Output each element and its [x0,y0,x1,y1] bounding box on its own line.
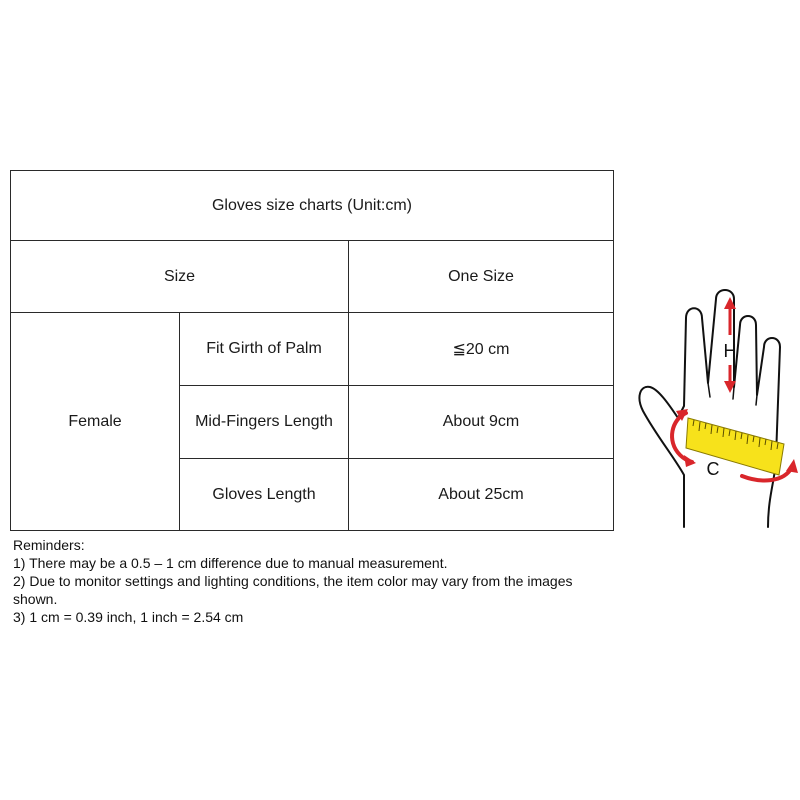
reminders-section [13,536,603,626]
row-label-palm-girth: Fit Girth of Palm [180,313,349,386]
hand-outline [639,290,780,527]
reminder-item: 1) There may be a 0.5 – 1 cm difference due to manual measurement. [13,555,448,571]
row-value-mid-finger: About 9cm [349,386,614,459]
hand-measure-diagram [636,285,800,530]
row-value-palm-girth: ≦20 cm [349,313,614,386]
size-header-value: One Size [349,241,614,313]
reminders-heading: Reminders: [13,537,85,553]
circumference-label: C [706,459,720,479]
size-header-label: Size [11,241,349,313]
row-label-mid-finger: Mid-Fingers Length [180,386,349,459]
female-group-label: Female [11,313,180,531]
row-value-glove-length: About 25cm [349,459,614,531]
row-label-glove-length: Gloves Length [180,459,349,531]
tape-measure [686,418,784,475]
reminder-item: 3) 1 cm = 0.39 inch, 1 inch = 2.54 cm [13,609,244,625]
table-title: Gloves size charts (Unit:cm) [11,171,614,241]
size-chart-table [10,170,614,531]
tape-body [686,418,784,475]
reminder-item: 2) Due to monitor settings and lighting conditions, the item color may vary from the images shown. [13,573,573,607]
height-label: H [723,341,737,361]
